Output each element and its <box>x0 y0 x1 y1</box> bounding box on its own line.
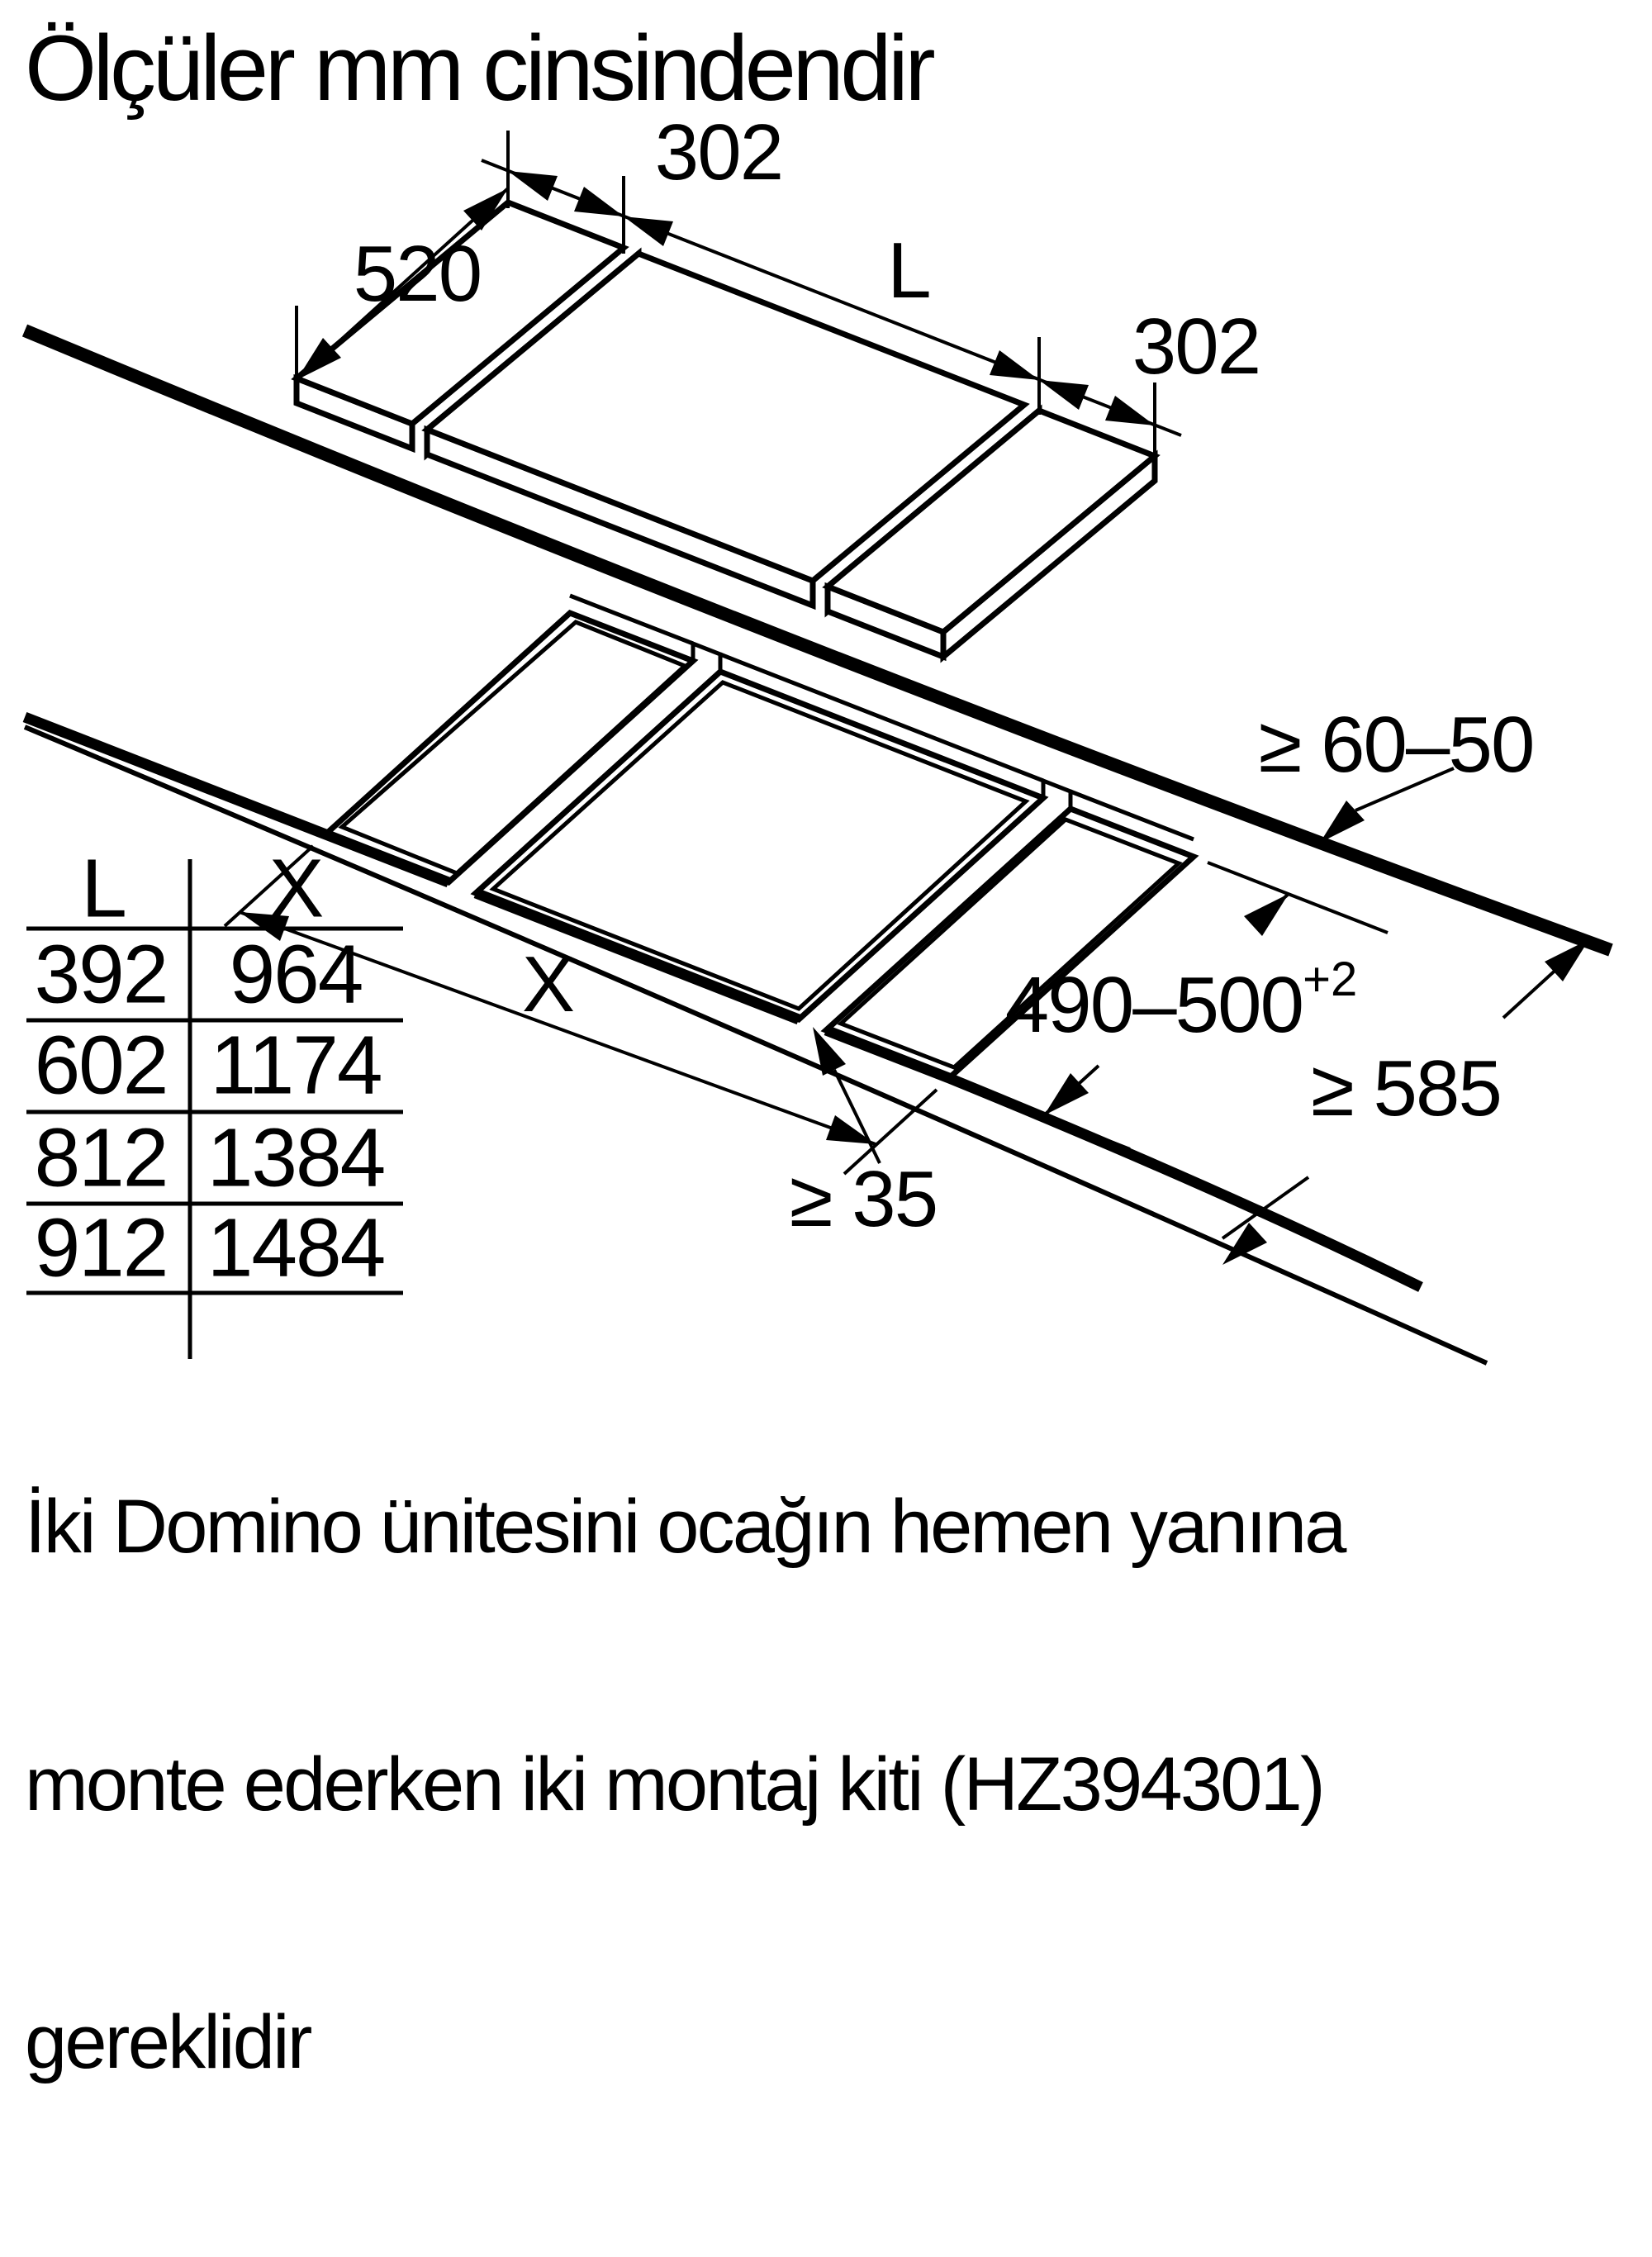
table-row4-x: 1484 <box>206 1201 385 1295</box>
bar2-tab <box>1043 781 1070 809</box>
arrow-l-right <box>990 350 1039 380</box>
dim-x-label: X <box>521 940 574 1029</box>
table-row2-l: 602 <box>34 1019 168 1112</box>
note-line-2: monte ederken iki montaj kiti (HZ394301) <box>25 1742 1323 1827</box>
table-header-x: X <box>268 842 323 935</box>
page-title: Ölçüler mm cinsindendir <box>25 17 933 120</box>
dim-302-left-label: 302 <box>654 108 783 197</box>
depth-arrow-upper <box>1244 894 1289 936</box>
rear-clearance-extension <box>1208 862 1388 933</box>
x-arrow-right <box>826 1115 876 1144</box>
table-header-l: L <box>81 842 126 935</box>
table-row3-x: 1384 <box>206 1111 385 1205</box>
installation-note <box>25 1312 1345 2257</box>
note-line-1: İki Domino ünitesini ocağın hemen yanına <box>25 1485 1345 1569</box>
dim-l-label: L <box>887 226 930 315</box>
cutout-depth-tolerance: +2 <box>1303 953 1358 1006</box>
worktop-depth-arrow-lower <box>1222 1223 1267 1265</box>
bar1-tab <box>693 644 720 672</box>
dim-302-right-label: 302 <box>1132 302 1260 391</box>
arrow-302l-left <box>508 171 558 201</box>
table-row1-x: 964 <box>229 928 363 1021</box>
note-line-3: gereklidir <box>25 2000 311 2084</box>
table-row1-l: 392 <box>34 928 168 1021</box>
table-row4-l: 912 <box>34 1201 168 1295</box>
arrow-302l-right <box>574 187 624 216</box>
dim-520-label: 520 <box>353 230 482 318</box>
arrow-l-left <box>624 216 673 246</box>
dim-cutout-depth-label <box>1005 952 1357 1051</box>
table-row3-l: 812 <box>34 1111 168 1205</box>
dim-worktop-depth-label: ≥ 585 <box>1311 1044 1501 1133</box>
table-row2-x: 1174 <box>210 1019 382 1112</box>
dim-min-gap-label: ≥ 35 <box>789 1155 938 1243</box>
arrow-302r-left <box>1039 380 1089 410</box>
cutout-depth-value: 490–500 <box>1004 961 1303 1049</box>
dim-rear-clearance-label: ≥ 60–50 <box>1258 701 1534 789</box>
rear-clearance-arrow <box>1320 801 1365 843</box>
arrow-302r-right <box>1105 396 1155 425</box>
